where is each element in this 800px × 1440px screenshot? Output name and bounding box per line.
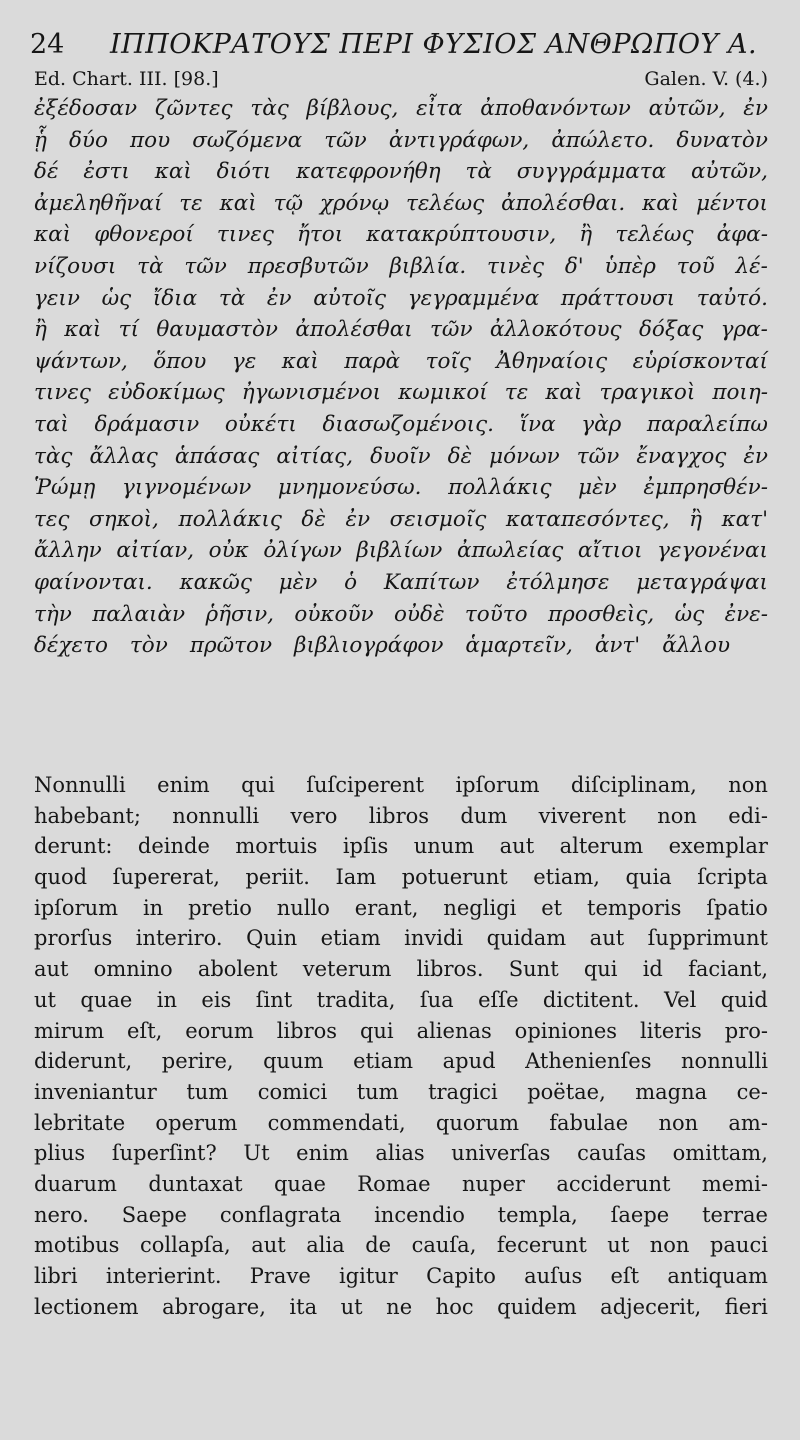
- greek-text-line: δέχετο τὸν πρῶτον βιβλιογράφον ἁμαρτεῖν, ἀντ' ἄλλου: [34, 633, 731, 659]
- greek-text-block: [34, 93, 768, 662]
- edition-chartier-reference: Ed. Chart. III. [98.]: [34, 68, 219, 90]
- latin-text-line: lebritate operum commendati, quorum fabulae non am-: [34, 1110, 768, 1135]
- greek-text-line: ἐξέδοσαν ζῶντες τὰς βίβλους, εἶτα ἀποθανόντων αὐτῶν, ἐν: [34, 96, 768, 121]
- greek-text-line: νίζουσι τὰ τῶν πρεσβυτῶν βιβλία. τινὲς δ' ὑπὲρ τοῦ λέ-: [34, 253, 768, 279]
- greek-text-line: Ῥώμῃ γιγνομένων μνημονεύσω. πολλάκις μὲν ἐμπρησθέν-: [34, 475, 768, 501]
- greek-text-line: ἀμεληθῆναί τε καὶ τῷ χρόνῳ τελέως ἀπολέσθαι. καὶ μέντοι: [34, 190, 768, 216]
- latin-text-line: inveniantur tum comici tum tragici poëtae, magna ce-: [34, 1079, 768, 1104]
- greek-text-line: καὶ φθονεροί τινες ἤτοι κατακρύπτουσιν, ἢ τελέως ἀφα-: [34, 222, 768, 248]
- latin-text-line: libri interierint. Prave igitur Capito auſus eſt antiquam: [34, 1264, 768, 1288]
- latin-text-line: habebant; nonnulli vero libros dum viverent non edi-: [34, 803, 768, 828]
- greek-text-line: ψάντων, ὅπου γε καὶ παρὰ τοῖς Ἀθηναίοις εὑρίσκονταί: [34, 348, 768, 374]
- page-number: 24: [30, 29, 65, 60]
- latin-text-block: [34, 770, 768, 1322]
- greek-text-line: δέ ἐστι καὶ διότι κατεφρονήθη τὰ συγγράμματα αὐτῶν,: [34, 159, 768, 185]
- greek-text-line: τὰς ἄλλας ἁπάσας αἰτίας, δυοῖν δὲ μόνων τῶν ἔναγχος ἐν: [34, 443, 768, 469]
- greek-text-line: τινες εὐδοκίμως ἠγωνισμένοι κωμικοί τε καὶ τραγικοὶ ποιη-: [34, 380, 768, 406]
- greek-text-line: τες σηκοὶ, πολλάκις δὲ ἐν σεισμοῖς καταπεσόντες, ἢ κατ': [34, 506, 768, 532]
- latin-text-line: plius ſuperſint? Ut enim alias univerſas cauſas omittam,: [34, 1141, 768, 1166]
- edition-galen-reference: Galen. V. (4.): [644, 68, 768, 90]
- greek-text-line: ᾗ δύο που σωζόμενα τῶν ἀντιγράφων, ἀπώλετο. δυνατὸν: [34, 127, 768, 153]
- greek-text-line: φαίνονται. κακῶς μὲν ὁ Καπίτων ἐτόλμησε μεταγράψαι: [34, 569, 768, 595]
- latin-text-line: motibus collapſa, aut alia de cauſa, fecerunt ut non pauci: [34, 1233, 768, 1258]
- latin-text-line: derunt: deinde mortuis ipſis unum aut alterum exemplar: [34, 834, 768, 859]
- latin-text-line: ut quae in eis ſint tradita, ſua eſſe dictitent. Vel quid: [34, 987, 768, 1012]
- latin-text-line: duarum duntaxat quae Romae nuper acciderunt memi-: [34, 1171, 768, 1196]
- latin-text-line: Nonnulli enim qui ſuſciperent ipſorum diſciplinam, non: [34, 773, 768, 797]
- greek-text-line: ἄλλην αἰτίαν, οὐκ ὀλίγων βιβλίων ἀπωλείας αἴτιοι γεγονέναι: [34, 538, 768, 564]
- latin-text-line: quod ſupererat, periit. Iam potuerunt etiam, quia ſcripta: [34, 865, 768, 890]
- edition-reference-line: [34, 66, 768, 92]
- greek-text-line: γειν ὡς ἴδια τὰ ἐν αὐτοῖς γεγραμμένα πράττουσι ταὐτό.: [34, 285, 768, 311]
- greek-text-line: ταὶ δράμασιν οὐκέτι διασωζομένοις. ἵνα γὰρ παραλείπω: [34, 411, 768, 437]
- greek-text-line: ἢ καὶ τί θαυμαστὸν ἀπολέσθαι τῶν ἀλλοκότους δόξας γρα-: [34, 317, 768, 343]
- running-head: [30, 28, 770, 62]
- latin-text-line: lectionem abrogare, ita ut ne hoc quidem adjecerit, fieri: [34, 1294, 768, 1319]
- latin-text-line: prorſus interiro. Quin etiam invidi quidam aut ſupprimunt: [34, 926, 768, 951]
- latin-text-line: aut omnino abolent veterum libros. Sunt qui id faciant,: [34, 957, 768, 982]
- latin-text-line: diderunt, perire, quum etiam apud Athenienſes nonnulli: [34, 1049, 768, 1074]
- latin-text-line: ipſorum in pretio nullo erant, negligi et temporis ſpatio: [34, 895, 768, 920]
- running-title: ΙΠΠΟΚΡΑΤΟΥΣ ΠΕΡΙ ΦΥΣΙΟΣ ΑΝΘΡΩΠΟΥ Α.: [110, 29, 758, 60]
- latin-text-line: mirum eſt, eorum libros qui alienas opiniones literis pro-: [34, 1018, 768, 1043]
- latin-text-line: nero. Saepe conflagrata incendio templa, ſaepe terrae: [34, 1202, 768, 1227]
- greek-text-line: τὴν παλαιὰν ῥῆσιν, οὐκοῦν οὐδὲ τοῦτο προσθεὶς, ὡς ἐνε-: [34, 601, 768, 627]
